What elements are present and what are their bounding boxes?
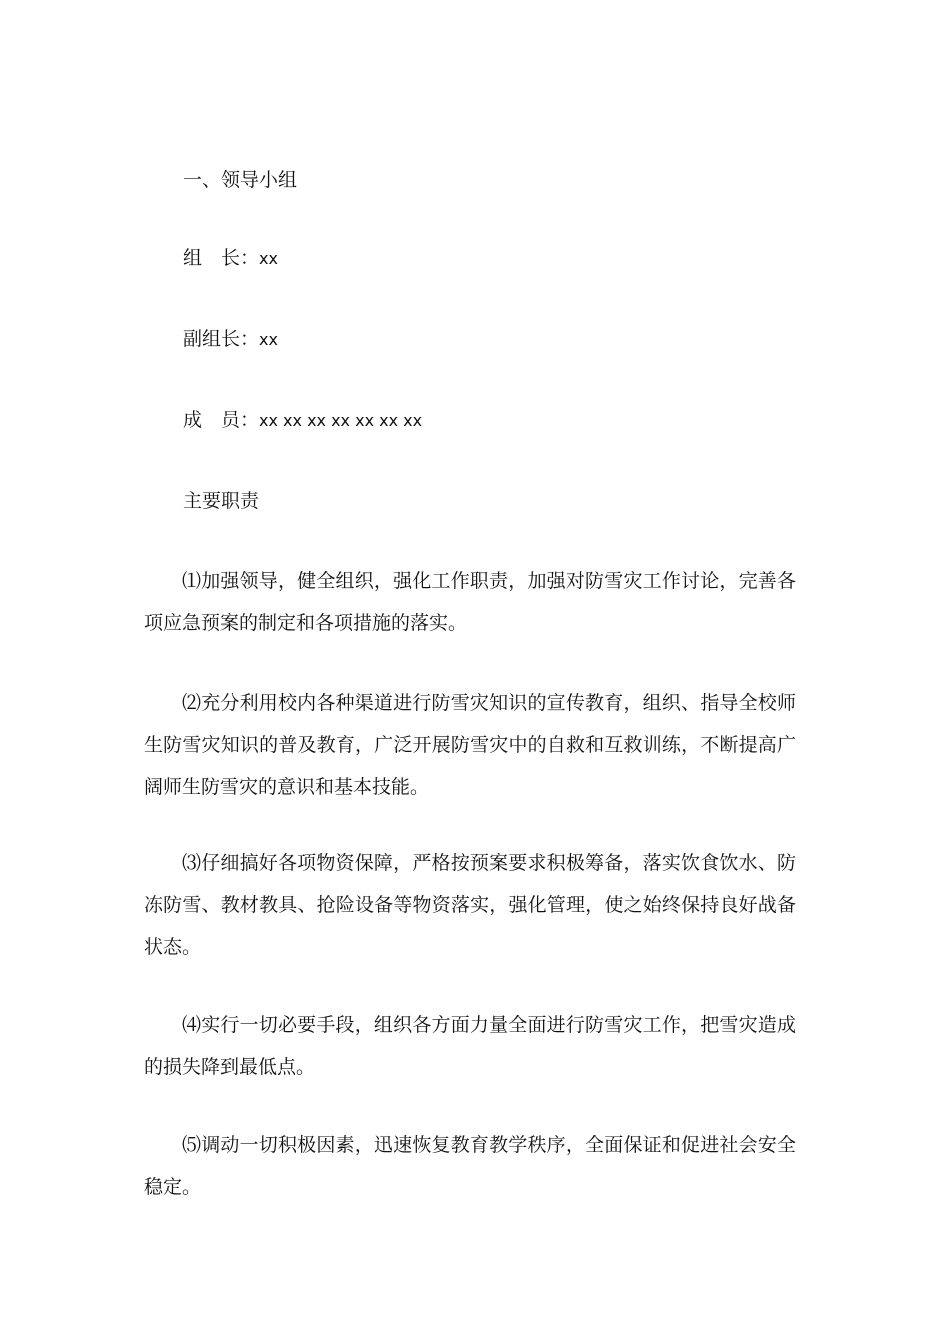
deputy-label: 副组长： — [183, 328, 260, 350]
members-label: 成 员： — [183, 409, 260, 431]
duty-paragraph-4: ⑷实行一切必要手段，组织各方面力量全面进行防雪灾工作，把雪灾造成的损失降到最低点。 — [144, 1014, 796, 1078]
duty-paragraph-3: ⑶仔细搞好各项物资保障，严格按预案要求积极筹备，落实饮食饮水、防冻防雪、教材教具、抢险设备等物资落实，强化管理，使之始终保持良好战备状态。 — [144, 852, 796, 958]
members-line — [183, 408, 422, 433]
leader-value: xx — [259, 249, 278, 268]
section-title: 一、领导小组 — [183, 169, 298, 191]
duties-title: 主要职责 — [183, 490, 260, 512]
duty-paragraph-1: ⑴加强领导，健全组织，强化工作职责，加强对防雪灾工作讨论，完善各项应急预案的制定和各项措施的落实。 — [144, 570, 796, 634]
leader-label: 组 长： — [183, 247, 260, 269]
leader-line — [183, 246, 278, 271]
duty-paragraph-2: ⑵充分利用校内各种渠道进行防雪灾知识的宣传教育，组织、指导全校师生防雪灾知识的普及教育，广泛开展防雪灾中的自救和互救训练，不断提高广阔师生防雪灾的意识和基本技能。 — [144, 692, 796, 798]
duty-paragraph-5: ⑸调动一切积极因素，迅速恢复教育教学秩序，全面保证和促进社会安全稳定。 — [144, 1134, 796, 1198]
deputy-value: xx — [259, 330, 278, 349]
members-value: xx xx xx xx xx xx xx — [259, 411, 423, 430]
deputy-line — [183, 327, 278, 352]
